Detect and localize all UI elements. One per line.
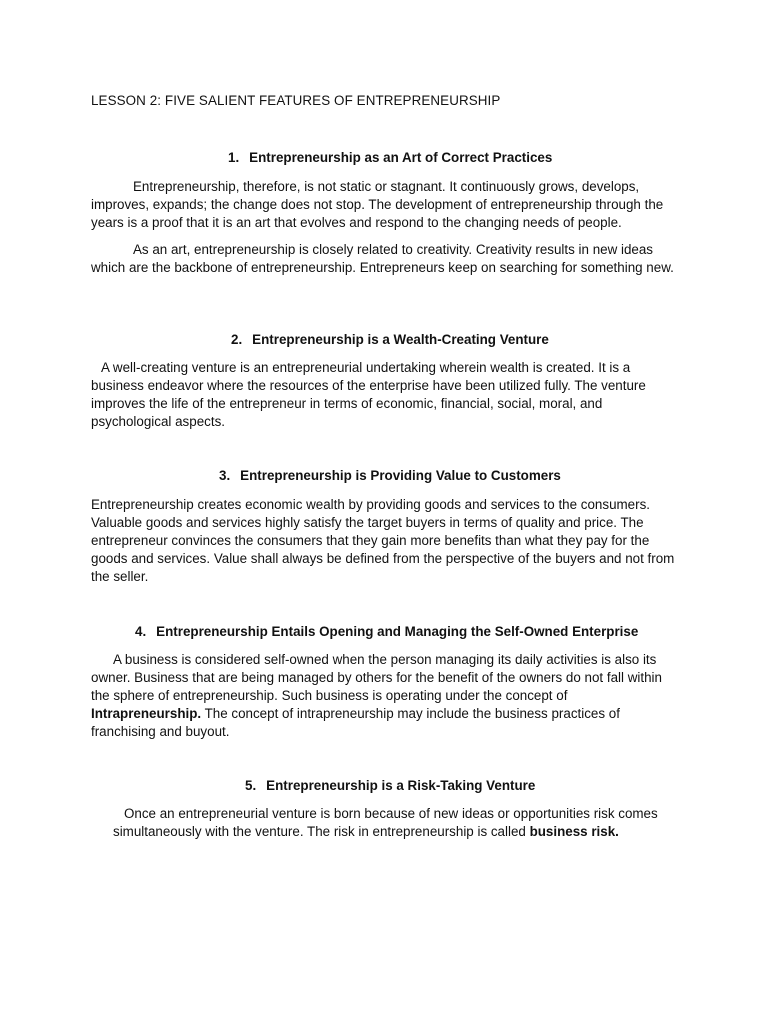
- section-1-heading: [228, 150, 552, 165]
- section-1-number: 1.: [228, 150, 240, 165]
- section-2-title: Entrepreneurship is a Wealth-Creating Venture: [252, 332, 549, 347]
- section-5-paragraph-1: [113, 805, 683, 841]
- section-3-number: 3.: [219, 468, 231, 483]
- section-5-number: 5.: [245, 778, 257, 793]
- section-2-number: 2.: [231, 332, 243, 347]
- section-1-paragraph-2: As an art, entrepreneurship is closely related to creativity. Creativity results in new ideas which are the backbone of entrepreneurship. Entrepreneurs keep on searching for something new.: [91, 242, 674, 275]
- section-5-text-before: Once an entrepreneurial venture is born because of new ideas or opportunities risk comes simultaneously with the venture. The risk in entrepreneurship is called: [113, 806, 658, 839]
- intrapreneurship-term: Intrapreneurship.: [91, 706, 202, 721]
- section-3-body: [91, 496, 683, 586]
- business-risk-term: business risk.: [529, 824, 619, 839]
- lesson-title: LESSON 2: FIVE SALIENT FEATURES OF ENTREPRENEURSHIP: [91, 93, 501, 108]
- section-3-paragraph-1: Entrepreneurship creates economic wealth by providing goods and services to the consumers. Valuable goods and services highly satisfy the target buyers in terms of quality and price. The entrepreneur convinces the consumers that they gain more benefits than what they pay for the goods and services. Value shall always be defined from the perspective of the buyers and not from the seller.: [91, 497, 675, 584]
- section-1-paragraph-1: Entrepreneurship, therefore, is not static or stagnant. It continuously grows, develops, improves, expands; the change does not stop. The development of entrepreneurship through the years is a proof that it is an art that evolves and respond to the changing needs of people.: [91, 179, 664, 230]
- section-2-body: [91, 359, 669, 431]
- section-4-body: [91, 651, 681, 741]
- section-4-number: 4.: [135, 624, 147, 639]
- section-4-heading: [135, 624, 638, 639]
- section-3-title: Entrepreneurship is Providing Value to Customers: [240, 468, 561, 483]
- section-4-text-before: A business is considered self-owned when the person managing its daily activities is also its owner. Business that are being managed by others for the benefit of the owners do not fall within the sphere of entrepreneurship. Such business is operating under the concept of: [91, 652, 662, 703]
- section-5-heading: [245, 778, 535, 793]
- section-2-heading: [231, 332, 549, 347]
- section-2-paragraph-1: A well-creating venture is an entrepreneurial undertaking wherein wealth is created. It is a business endeavor where the resources of the enterprise have been utilized fully. The venture improves the life of the entrepreneur in terms of economic, financial, social, moral, and psychological aspects.: [91, 360, 646, 429]
- section-4-title: Entrepreneurship Entails Opening and Managing the Self-Owned Enterprise: [156, 624, 639, 639]
- section-4-text-after: The concept of intrapreneurship may include the business practices of franchising and buyout.: [91, 706, 620, 739]
- section-5-body: [113, 805, 683, 841]
- section-1-title: Entrepreneurship as an Art of Correct Practices: [249, 150, 553, 165]
- section-3-heading: [219, 468, 561, 483]
- section-1-body: [91, 178, 676, 277]
- section-4-paragraph-1: [91, 651, 681, 741]
- section-5-title: Entrepreneurship is a Risk-Taking Venture: [266, 778, 536, 793]
